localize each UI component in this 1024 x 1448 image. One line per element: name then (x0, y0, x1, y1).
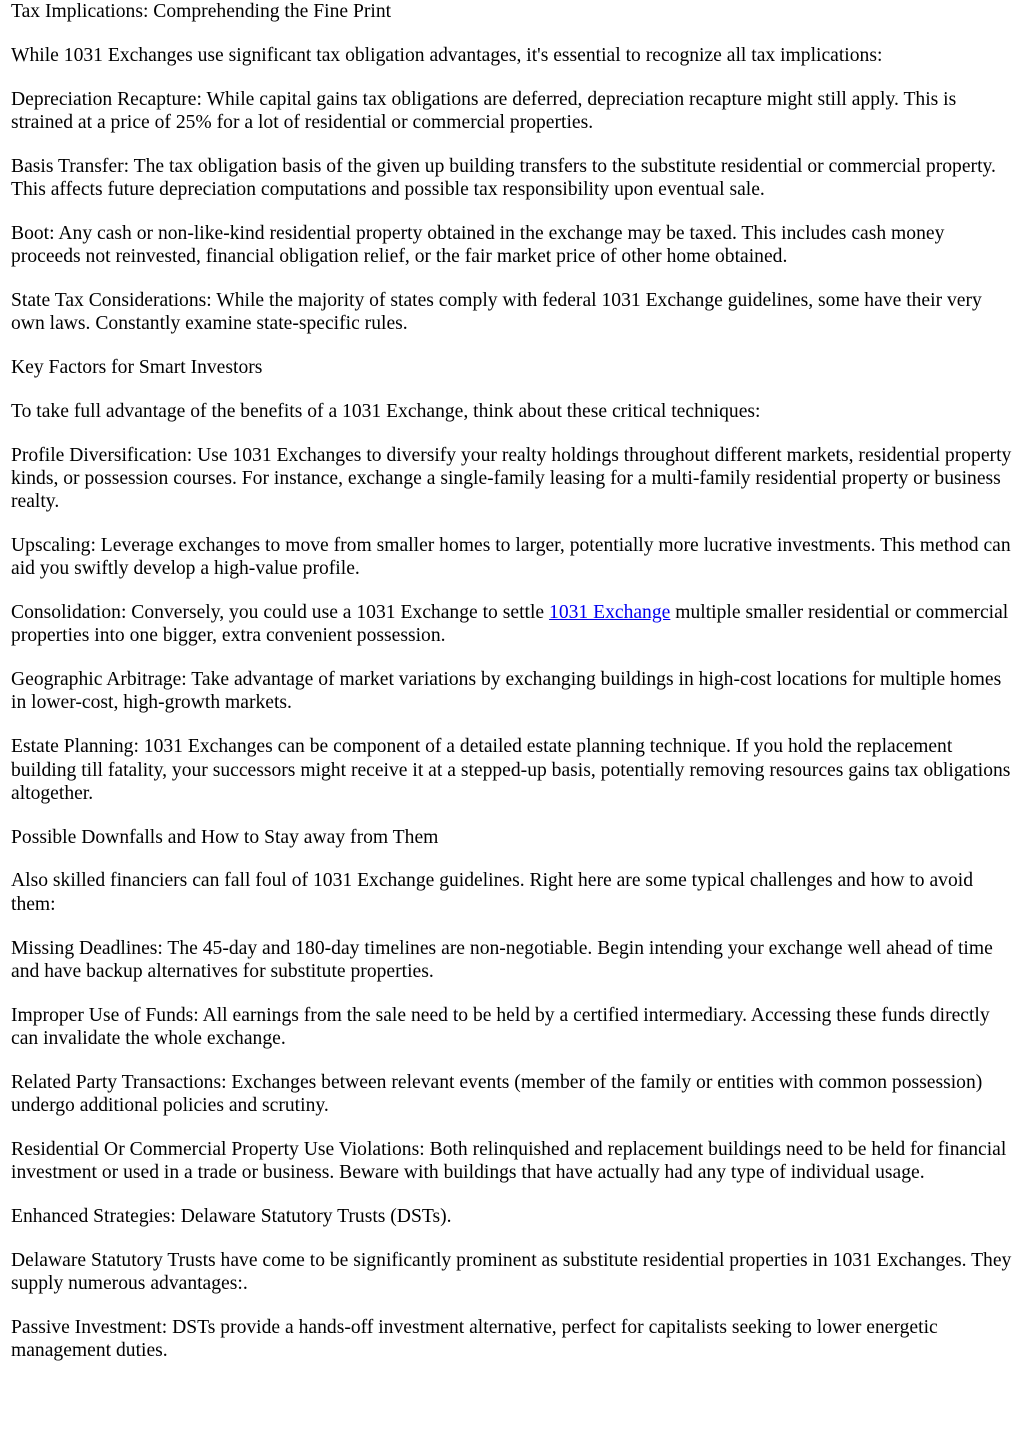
paragraph-estate-planning: Estate Planning: 1031 Exchanges can be component of a detailed estate planning technique. If you hold the replacement building till fatality, your successors might receive it at a stepped-up basis, potentially removing resources gains tax obligations altogether. (11, 736, 1011, 804)
paragraph-profile-diversification: Profile Diversification: Use 1031 Exchanges to diversify your realty holdings throughout different markets, residential property kinds, or possession courses. For instance, exchange a single-family leasing for a multi-family residential property or business realty. (11, 444, 1012, 513)
paragraph-geographic-arbitrage: Geographic Arbitrage: Take advantage of market variations by exchanging buildings in high-cost locations for multiple homes in lower-cost, high-growth markets. (11, 669, 1002, 714)
heading-key-factors: Key Factors for Smart Investors (11, 356, 263, 378)
consolidation-text-after: multiple smaller residential or commercial properties into one bigger, extra convenient possession. (11, 602, 1009, 647)
paragraph-depreciation-recapture: Depreciation Recapture: While capital gains tax obligations are deferred, depreciation recapture might still apply. This is strained at a price of 25% for a lot of residential or commercial properties. (11, 88, 957, 133)
heading-tax-implications: Tax Implications: Comprehending the Fine Print (11, 1, 392, 22)
paragraph-state-tax: State Tax Considerations: While the majority of states comply with federal 1031 Exchange guidelines, some have their very own laws. Constantly examine state-specific rules. (11, 289, 982, 335)
paragraph-intro-strategies: To take full advantage of the benefits of a 1031 Exchange, think about these critical techniques: (11, 400, 761, 422)
paragraph-dst-intro: Delaware Statutory Trusts have come to be significantly prominent as substitute residential properties in 1031 Exchanges. They supply numerous advantages:. (11, 1249, 1012, 1294)
heading-possible-downfalls: Possible Downfalls and How to Stay away from Them (11, 826, 439, 848)
paragraph-intro-downfalls: Also skilled financiers can fall foul of 1031 Exchange guidelines. Right here are some typical challenges and how to avoid them: (11, 870, 973, 915)
paragraph-consolidation (11, 601, 1016, 648)
paragraph-basis-transfer: Basis Transfer: The tax obligation basis of the given up building transfers to the substitute residential or commercial property. This affects future depreciation computations and possible tax responsibility upon eventual sale. (11, 155, 996, 200)
heading-enhanced-strategies: Enhanced Strategies: Delaware Statutory Trusts (DSTs). (11, 1205, 452, 1227)
paragraph-passive-investment: Passive Investment: DSTs provide a hands-off investment alternative, perfect for capitalists seeking to lower energetic management duties. (11, 1316, 938, 1362)
paragraph-boot: Boot: Any cash or non-like-kind residential property obtained in the exchange may be taxed. This includes cash money proceeds not reinvested, financial obligation relief, or the fair market price of other home obtained. (11, 222, 945, 268)
paragraph-upscaling: Upscaling: Leverage exchanges to move from smaller homes to larger, potentially more lucrative investments. This method can aid you swiftly develop a high-value profile. (11, 534, 1011, 580)
link-1031-exchange[interactable]: 1031 Exchange (549, 602, 671, 624)
paragraph-improper-use-funds: Improper Use of Funds: All earnings from the sale need to be held by a certified intermediary. Accessing these funds directly can invalidate the whole exchange. (11, 1004, 990, 1049)
paragraph-property-use-violations: Residential Or Commercial Property Use Violations: Both relinquished and replacement buildings need to be held for financial investment or used in a trade or business. Beware with buildings that have actually had any type of individual usage. (11, 1138, 1007, 1184)
paragraph-intro-tax: While 1031 Exchanges use significant tax obligation advantages, it's essential to recognize all tax implications: (11, 44, 883, 66)
consolidation-text-before: Consolidation: Conversely, you could use a 1031 Exchange to settle (11, 602, 550, 624)
paragraph-missing-deadlines: Missing Deadlines: The 45-day and 180-day timelines are non-negotiable. Begin intending your exchange well ahead of time and have backup alternatives for substitute properties. (11, 937, 993, 982)
paragraph-related-party: Related Party Transactions: Exchanges between relevant events (member of the family or entities with common possession) undergo additional policies and scrutiny. (11, 1071, 983, 1116)
